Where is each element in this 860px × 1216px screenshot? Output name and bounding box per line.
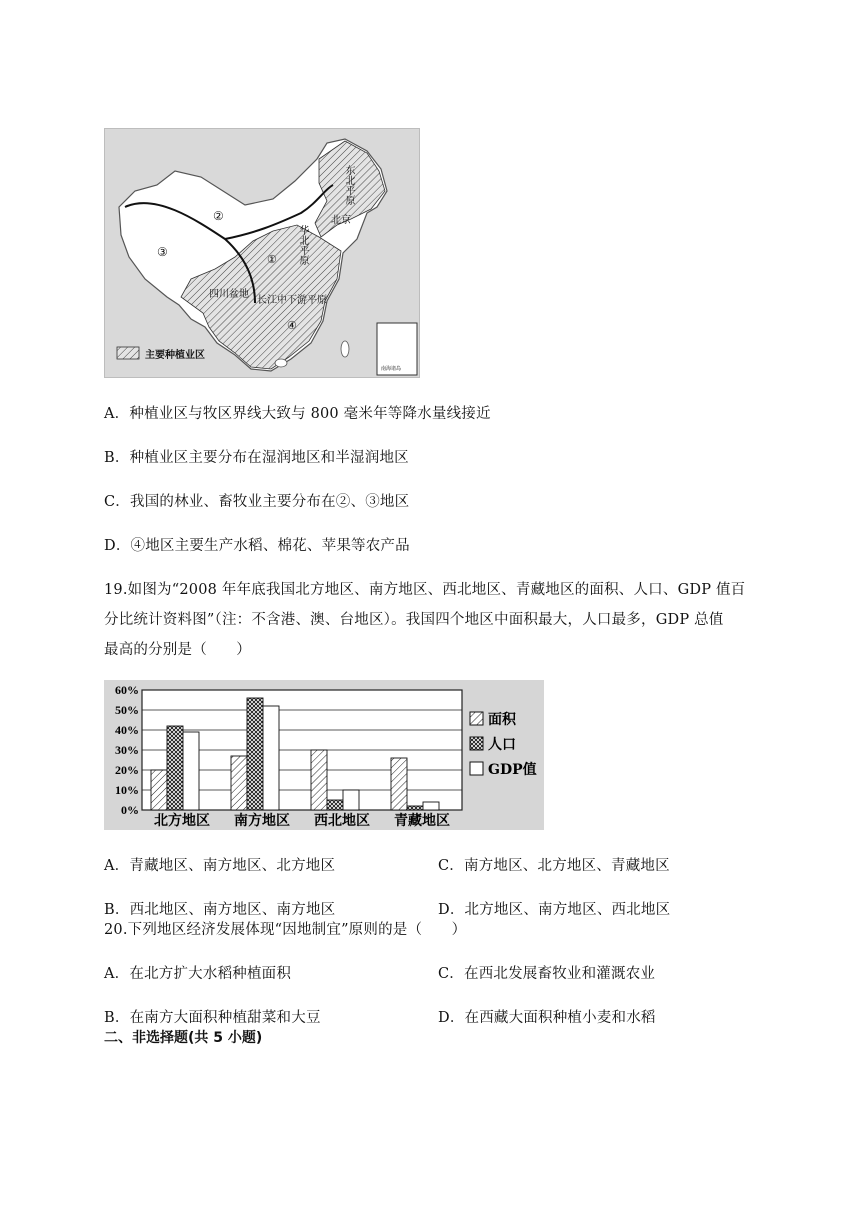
q18-option-d [104,534,410,555]
y-tick-label: 10% [115,783,139,797]
option-letter: A． [104,966,130,982]
option-letter: C． [104,494,130,510]
option-letter: C． [438,966,464,982]
option-letter: A． [104,406,130,422]
legend-swatch [470,762,483,775]
option-text: 我国的林业、畜牧业主要分布在②、③地区 [130,494,410,510]
hainan-shape [275,359,287,367]
x-tick-label: 南方地区 [234,813,290,829]
label-sichuan: 四川盆地 [209,289,249,300]
legend-label: 面积 [488,712,516,728]
q19-option-a [104,854,335,875]
x-tick-label: 西北地区 [314,813,370,829]
china-agriculture-map [104,128,420,378]
legend-label: GDP值 [488,762,537,778]
y-tick-label: 30% [115,743,139,757]
x-tick-label: 北方地区 [154,813,210,829]
legend-swatch [117,347,139,359]
q19-stem-line3: 最高的分别是（ ） [104,642,251,658]
q20-option-c [438,962,655,983]
bar-chart [104,680,544,830]
bar-人口-西北地区 [327,800,343,810]
option-text: 在西藏大面积种植小麦和水稻 [464,1010,656,1026]
bar-面积-青藏地区 [391,758,407,810]
bar-面积-北方地区 [151,770,167,810]
option-letter: B． [104,902,130,918]
q18-option-b [104,446,409,467]
option-letter: D． [104,538,131,554]
option-letter: D． [438,902,465,918]
option-text: ④地区主要生产水稻、棉花、苹果等农产品 [130,538,410,554]
chart-svg [104,680,544,830]
q18-option-c [104,490,409,511]
option-text: 在北方扩大水稻种植面积 [129,966,292,982]
q18-option-a [104,402,491,423]
q19-stem-line2: 分比统计资料图”（注：不含港、澳、台地区）。我国四个地区中面积最大，人口最多，GDP 总值 [104,612,724,628]
option-text: 种植业区与牧区界线大致与 800 毫米年等降水量线接近 [129,406,491,422]
option-text: 在西北发展畜牧业和灌溉农业 [464,966,656,982]
legend-label: 人口 [488,737,516,753]
y-tick-label: 40% [115,723,139,737]
q19-stem-line1: 19.如图为“2008 年年底我国北方地区、南方地区、西北地区、青藏地区的面积、人口、GDP 值百 [104,582,746,598]
bar-人口-南方地区 [247,698,263,810]
y-tick-label: 50% [115,703,139,717]
label-nc-plain: 华北平原 [297,225,308,265]
option-text: 青藏地区、南方地区、北方地区 [129,858,336,874]
bar-面积-西北地区 [311,750,327,810]
q20-option-a [104,962,291,983]
label-beijing: 北京 [331,215,351,226]
bar-GDP值-西北地区 [343,790,359,810]
legend-swatch [470,712,483,725]
q20-stem: 20.下列地区经济发展体现“因地制宜”原则的是（ ） [104,922,467,938]
bar-GDP值-北方地区 [183,732,199,810]
y-tick-label: 60% [115,683,139,697]
x-tick-label: 青藏地区 [394,813,450,829]
q19-option-d [438,898,670,919]
option-text: 在南方大面积种植甜菜和大豆 [129,1010,321,1026]
option-text: 西北地区、南方地区、南方地区 [129,902,336,918]
q20-option-d [438,1006,656,1027]
bar-GDP值-青藏地区 [423,802,439,810]
option-letter: C． [438,858,464,874]
option-text: 北方地区、南方地区、西北地区 [464,902,671,918]
label-region-4: ④ [287,319,297,332]
option-letter: D． [438,1010,465,1026]
label-region-2: ② [213,209,224,223]
q19-option-c [438,854,670,875]
inset-label: 南海诸岛 [381,366,402,372]
option-text: 南方地区、北方地区、青藏地区 [464,858,670,874]
label-ne-plain: 东北平原 [343,165,354,205]
y-tick-label: 20% [115,763,139,777]
bar-人口-青藏地区 [407,806,423,810]
section-2-heading: 二、非选择题(共 5 小题) [104,1030,263,1046]
option-text: 种植业区主要分布在湿润地区和半湿润地区 [129,450,409,466]
q20-option-b [104,1006,321,1027]
legend-label: 主要种植业区 [145,350,205,361]
legend-swatch [470,737,483,750]
bar-人口-北方地区 [167,726,183,810]
map-svg [105,129,421,379]
label-region-1: ① [267,253,277,266]
label-yangtze: 长江中下游平原 [257,295,327,306]
bar-面积-南方地区 [231,756,247,810]
q19-option-b [104,898,335,919]
taiwan-shape [341,341,349,357]
y-tick-label: 0% [121,803,139,817]
option-letter: A． [104,858,130,874]
option-letter: B． [104,450,130,466]
label-region-3: ③ [157,245,168,259]
option-letter: B． [104,1010,130,1026]
bar-GDP值-南方地区 [263,706,279,810]
